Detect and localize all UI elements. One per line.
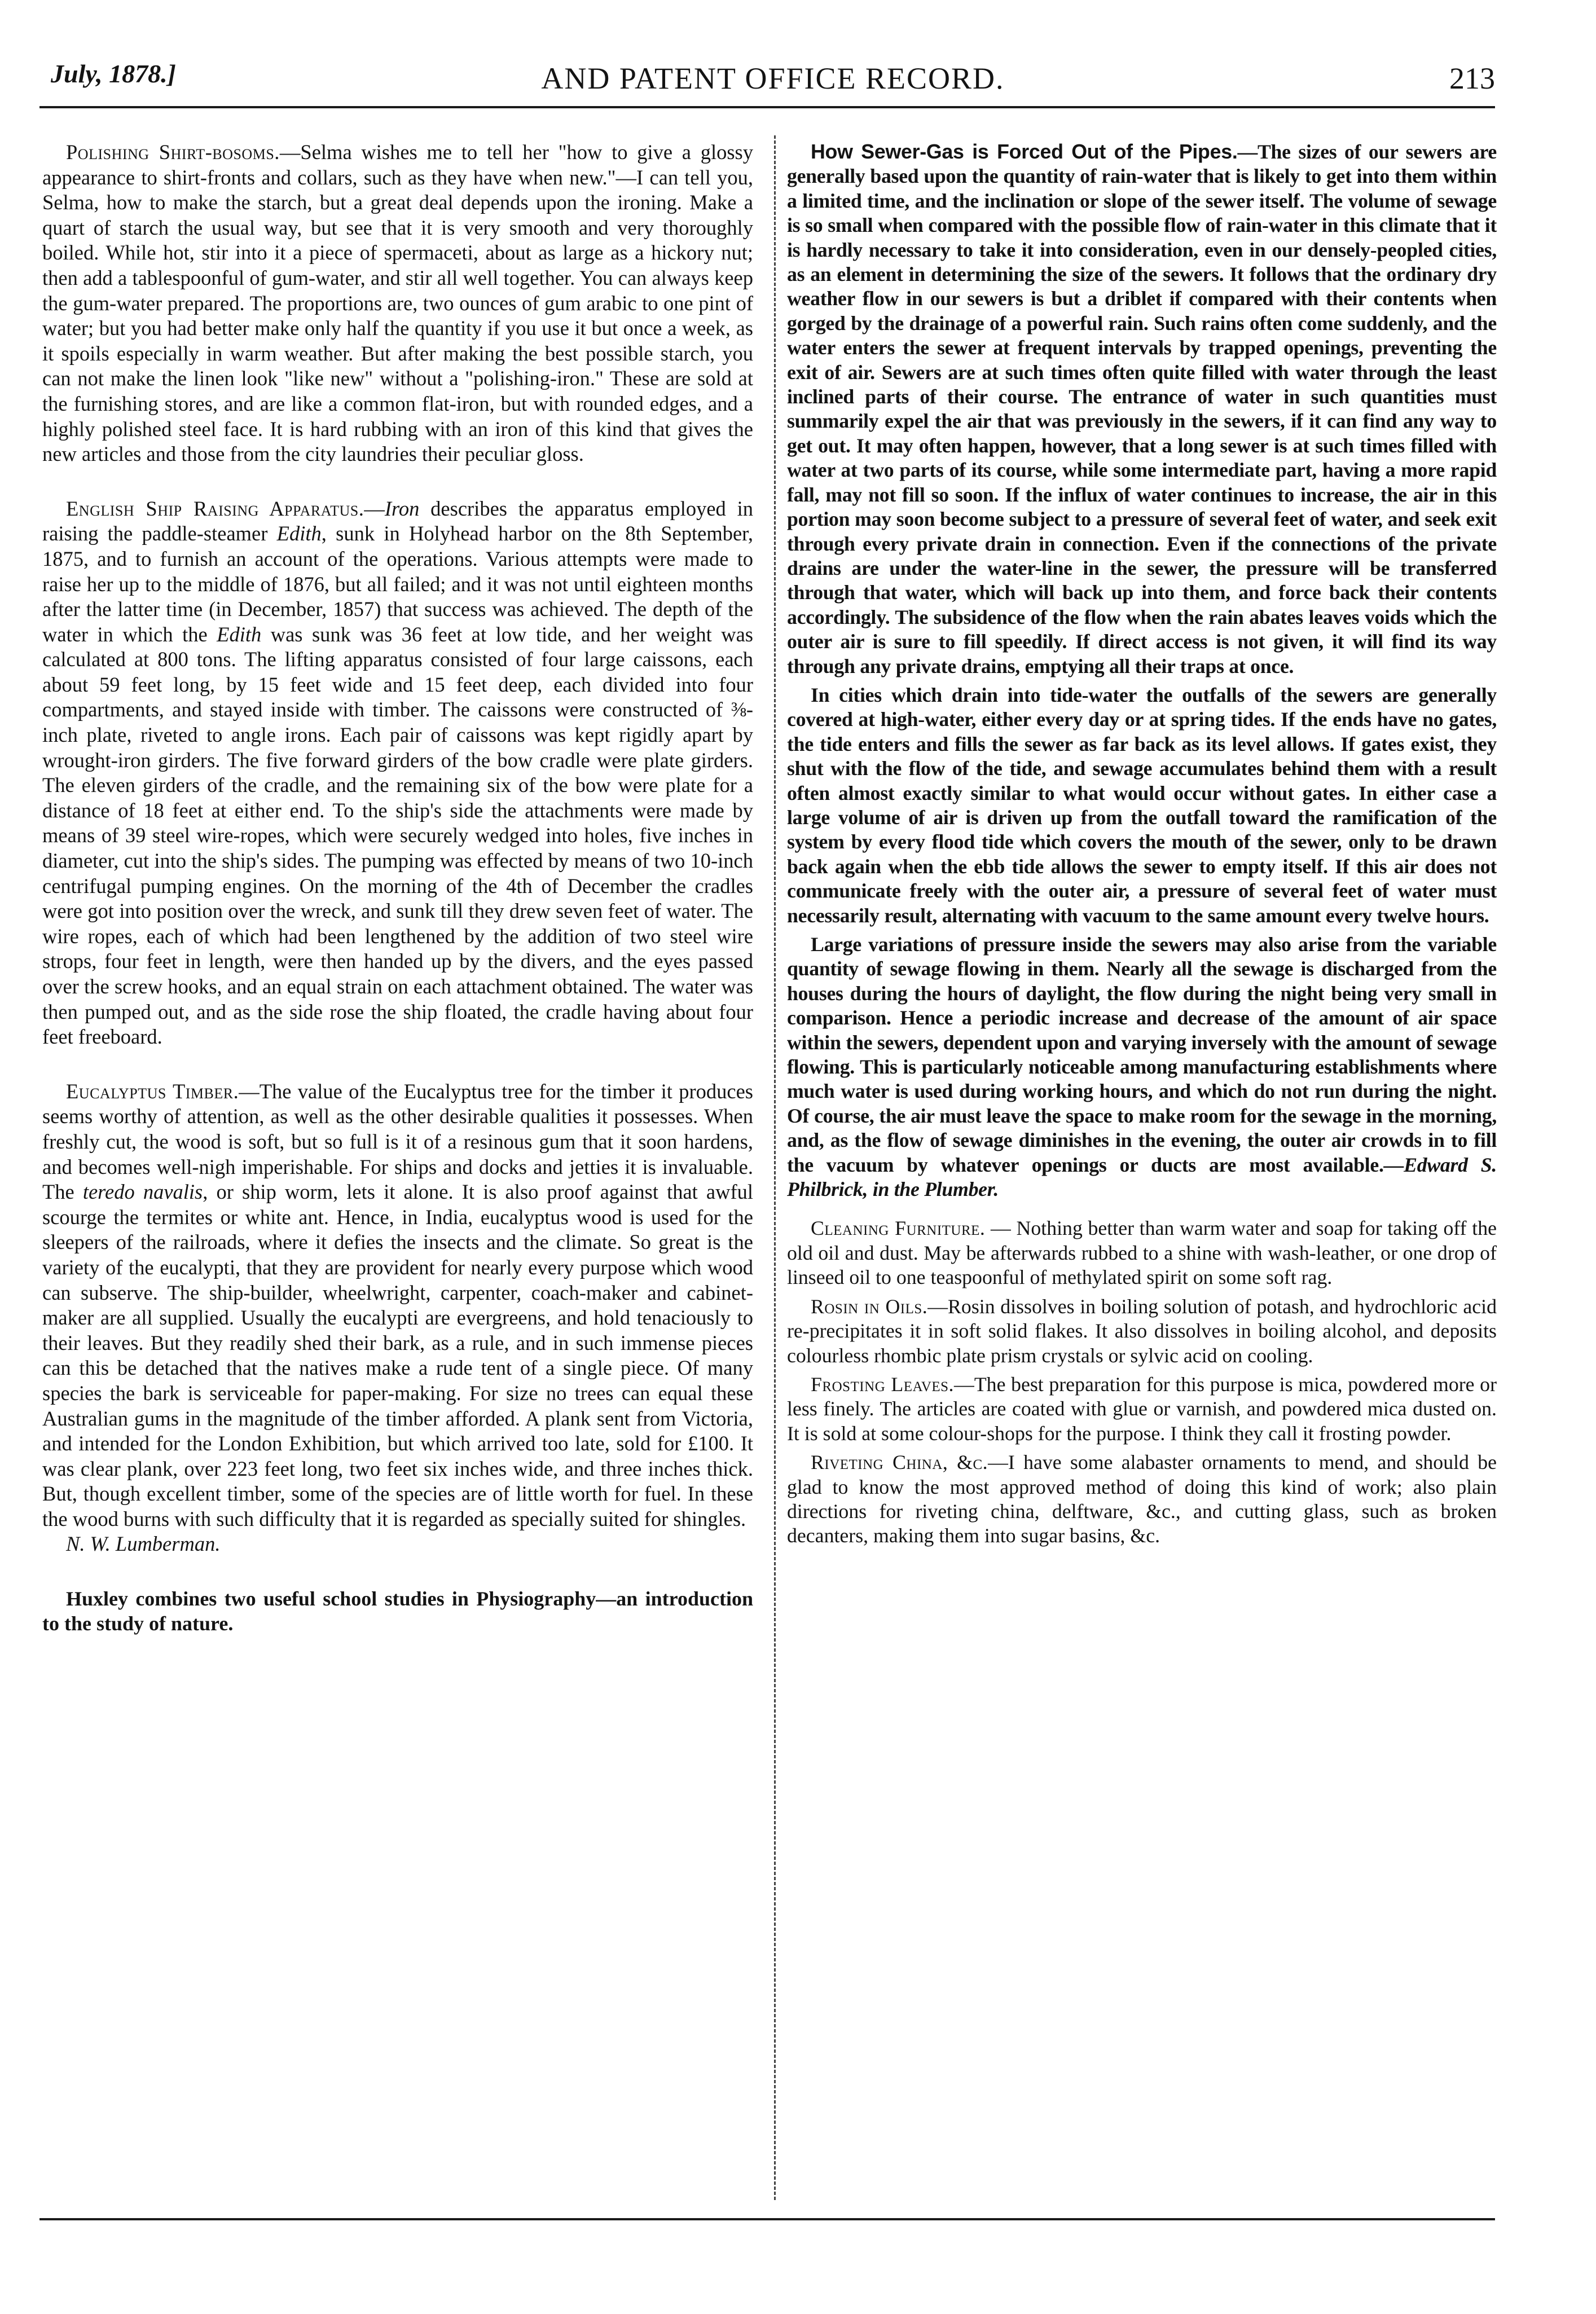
article-sewer-gas <box>787 140 1497 679</box>
page-number: 213 <box>1449 61 1495 95</box>
article-eucalyptus <box>42 1079 753 1557</box>
column-divider <box>774 135 776 2200</box>
article-title: Eucalyptus Timber. <box>66 1079 239 1103</box>
article-body: —The sizes of our sewers are generally based upon the quantity of rain-water that is likely to get into them within a limited time, and the inclination or slope of the sewer itself. The volume of sewage is so small when compared with the possible flow of rain-water in this climate that it is hardly necessary to take it into consideration, even in our densely-peopled cities, as an element in determining the size of the sewers. It follows that the ordinary dry weather flow in our sewers is but a driblet if compared with their contents when gorged by the drainage of a powerful rain. Such rains often come suddenly, and the water enters the sewer at frequent intervals by trapped openings, preventing the exit of air. Sewers are at such times often quite filled with water through the least inclined parts of their course. The entrance of water in such quantities must summarily expel the air that was previously in the sewers, if it can find any way to get out. It may often happen, however, that a long sewer is at such times filled with water at two parts of its course, while some intermediate part, having a more rapid fall, may not fill so soon. If the influx of water continues to increase, the air in this portion may soon become subject to a pressure of several feet of water, and seek exit through every private drain in connection. Even if the connections of the private drains are under the water-line in the sewer, the pressure will be transferred through that water, which will back up into them, and force back their contents accordingly. The subsidence of the flow when the rain abates leaves voids which the outer air is sure to fill speedily. If direct access is not given, it will find its way through any private drains, emptying all their traps at once. <box>787 140 1497 678</box>
article-huxley: Huxley combines two useful school studies in Physiography—an introduction to the study of nature. <box>42 1587 753 1635</box>
ship-name: Edith <box>217 622 262 646</box>
ship-name: Edith <box>276 522 322 545</box>
article-title: Cleaning Furniture. <box>811 1217 986 1240</box>
article-frosting-leaves <box>787 1372 1497 1446</box>
latin-name: teredo navalis <box>82 1180 203 1204</box>
right-column <box>787 140 1497 1553</box>
article-title: Rosin in Oils. <box>811 1295 928 1318</box>
article-body: — Nothing better than warm water and soap for taking off the old oil and dust. May be afterwards rubbed to a shine with wash-leather, or one drop of linseed oil to one teaspoonful of methylated spirit on some soft rag. <box>787 1217 1497 1289</box>
article-rosin-in-oils <box>787 1295 1497 1368</box>
article-riveting-china <box>787 1450 1497 1548</box>
article-body: —Selma wishes me to tell her "how to give a glossy appearance to shirt-fronts and collars, such as they have when new."—I can tell you, Selma, how to make the starch, but a great deal depends upon the ironing. Make a quart of starch the usual way, but see that it is very smooth and very thoroughly boiled. While hot, stir into it a piece of spermaceti, about as large as a hickory nut; then add a tablespoonful of gum-water, and stir all well together. You can always keep the gum-water prepared. The proportions are, two ounces of gum arabic to one pint of water; but you had better make only half the quantity if you use it but once a week, as it spoils especially in warm weather. But after making the best possible starch, you can not make the linen look "like new" without a "polishing-iron." These are sold at the furnishing stores, and are like a common flat-iron, but with rounded edges, and a highly polished steel face. It is hard rubbing with an iron of this kind that gives the new articles and those from the city laundries their peculiar gloss. <box>42 140 753 466</box>
article-title: Riveting China, &c. <box>811 1451 988 1474</box>
header-date: July, 1878.] <box>51 59 176 88</box>
header-title: AND PATENT OFFICE RECORD. <box>541 61 1005 95</box>
article-body: Large variations of pressure inside the sewers may also arise from the variable quantity of sewage flowing in them. Nearly all the sewage is discharged from the houses during the hours of daylight, the flow during the night being very small in comparison. Hence a periodic increase and decrease of the amount of air space within the sewers, dependent upon and varying inversely with the amount of sewage flowing. This is particularly noticeable among manufacturing establishments where much water is used during working hours, and which do not run during the night. Of course, the air must leave the space to make room for the sewage in the morning, and, as the flow of sewage diminishes in the evening, the outer air crowds in to fill the vacuum by whatever openings or ducts are most available. <box>787 933 1497 1176</box>
article-sewer-gas-p2: In cities which drain into tide-water the outfalls of the sewers are generally covered at high-water, either every day or at spring tides. If the ends have no gates, the tide enters and fills the sewer as far back as its level allows. If gates exist, they shut with the flow of the tide, and sewage accumulates behind them with a result often almost exactly similar to what would occur without gates. In either case a large volume of air is driven up from the outfall toward the ramification of the system by every flood tide which covers the mouth of the sewer, only to be drawn back again when the ebb tide allows the sewer to empty itself. If this air does not communicate freely with the outer air, a pressure of several feet of water must necessarily result, alternating with vacuum to the same amount every twelve hours. <box>787 683 1497 927</box>
article-body: describes the apparatus employed in raising the paddle-steamer <box>42 496 753 545</box>
article-shirt-bosoms <box>42 140 753 467</box>
article-credit: N. W. Lumberman. <box>66 1532 221 1556</box>
left-column <box>42 140 753 1665</box>
article-title: How Sewer-Gas is Forced Out of the Pipes. <box>811 140 1238 163</box>
article-body: was sunk was 36 feet at low tide, and her weight was calculated at 800 tons. The lifting apparatus consisted of four large caissons, each about 59 feet long, by 15 feet wide and 15 feet deep, each divided into four compartments, and stayed inside with timber. The caissons were constructed of ⅜-inch plate, riveted to angle irons. Each pair of caissons was kept rigidly apart by wrought-iron girders. The five forward girders of the bow cradle were plate girders. The eleven girders of the cradle, and the remaining six of the bow were plate for a distance of 18 feet at either end. To the ship's side the attachments were made by means of 39 steel wire-ropes, which were securely wedged into holes, five inches in diameter, cut into the ship's sides. The pumping was effected by means of two 10-inch centrifugal pumping engines. On the morning of the 4th of December the cradles were got into position over the wreck, and sunk till they drew seven feet of water. The wire ropes, each of which had been lengthened by the addition of two steel wire strops, four feet in length, were then handed up by the divers, and the eyes passed over the screw hooks, and an equal strain on each attachment obtained. The water was then pumped out, and as the side rose the ship floated, the cradle having about four feet freeboard. <box>42 622 753 1049</box>
article-cleaning-furniture <box>787 1216 1497 1290</box>
footer-rule <box>39 2218 1495 2220</box>
article-body: —Rosin dissolves in boiling solution of potash, and hydrochloric acid re-precipitates it in soft solid flakes. It also dissolves in boiling alcohol, and deposits colourless rhombic plate prism crystals or sylvic acid on cooling. <box>787 1295 1497 1367</box>
article-title: English Ship Raising Apparatus. <box>66 496 364 520</box>
header-rule <box>39 106 1495 108</box>
running-header <box>51 59 1495 104</box>
article-body: , sunk in Holyhead harbor on the 8th September, 1875, and to furnish an account of the operations. Various attempts were made to raise her up to the middle of 1876, but all failed; and it was not until eighteen months after the latter time (in December, 1857) that success was achieved. The depth of the water in which the <box>42 522 753 646</box>
source-name: Iron <box>384 496 420 520</box>
article-body: —I have some alabaster ornaments to mend, and should be glad to know the most approved method of doing this kind of work; also plain directions for riveting china, delftware, &c., and cutting glass, such as broken decanters, making them into sugar basins, &c. <box>787 1451 1497 1547</box>
article-credit: —Edward S. Philbrick, in the Plumber. <box>787 1153 1497 1201</box>
article-body: , or ship worm, lets it alone. It is also proof against that awful scourge the termites or white ant. Hence, in India, eucalyptus wood is used for the sleepers of the railroads, where it defies the insects and the climate. So great is the variety of the eucalypti, that they are provident for nearly every purpose which wood can subserve. The ship-builder, wheelwright, carpenter, coach-maker and cabinet-maker are all supplied. Usually the eucalypti are evergreens, and hold tenaciously to their leaves. But they readily shed their bark, as a rule, and in such immense pieces can this be detached that the natives make a rude tent of a single piece. Of many species the bark is serviceable for paper-making. For size no trees can equal these Australian gums in the magnitude of the timber afforded. A plank sent from Victoria, and intended for the London Exhibition, but which arrived too late, sold for £100. It was clear plank, over 223 feet long, two feet six inches wide, and three inches thick. But, though excellent timber, some of the species are of little worth for fuel. In these the wood burns with such difficulty that it is regarded as specially suited for shingles. <box>42 1180 753 1530</box>
article-body: —The best preparation for this purpose is mica, powdered more or less finely. The articles are coated with glue or varnish, and powdered mica dusted on. It is sold at some colour-shops for the purpose. I think they call it frosting powder. <box>787 1372 1497 1445</box>
article-title: Polishing Shirt-bosoms. <box>66 140 280 164</box>
article-body: —The value of the Eucalyptus tree for the timber it produces seems worthy of attention, as well as the other desirable qualities it possesses. When freshly cut, the wood is soft, but so full is it of a resinous gum that it soon hardens, and becomes well-nigh imperishable. For ships and docks and jetties it is invaluable. The <box>42 1079 753 1204</box>
article-sewer-gas-p3 <box>787 932 1497 1202</box>
article-ship-raising: English Ship Raising Apparatus.—Iron describes the apparatus employed in raising the paddle-steamer Edith, sunk in Holyhead harbor on the 8th September, 1875, and to furnish an account of the operations. Various attempts were made to raise her up to the middle of 1876, but all failed; and it was not until eighteen months after the latter time (in December, 1857) that success was achieved. The depth of the water in which the Edith was sunk was 36 feet at low tide, and her weight was calculated at 800 tons. The lifting apparatus consisted of four large caissons, each about 59 feet long, by 15 feet wide and 15 feet deep, each divided into four compartments, and stayed inside with timber. The caissons were constructed of ⅜-inch plate, riveted to angle irons. Each pair of caissons was kept rigidly apart by wrought-iron girders. The five forward girders of the bow cradle were plate girders. The eleven girders of the cradle, and the remaining six of the bow were plate for a distance of 18 feet at either end. To the ship's side the attachments were made by means of 39 steel wire-ropes, which were securely wedged into holes, five inches in diameter, cut into the ship's sides. The pumping was effected by means of two 10-inch centrifugal pumping engines. On the morning of the 4th of December the cradles were got into position over the wreck, and sunk till they drew seven feet of water. The wire ropes, each of which had been lengthened by the addition of two steel wire strops, four feet in length, were then handed up by the divers, and the eyes passed over the screw hooks, and an equal strain on each attachment obtained. The water was then pumped out, and as the side rose the ship floated, the cradle having about four feet freeboard. <box>42 496 753 1049</box>
article-title: Frosting Leaves. <box>811 1372 955 1396</box>
